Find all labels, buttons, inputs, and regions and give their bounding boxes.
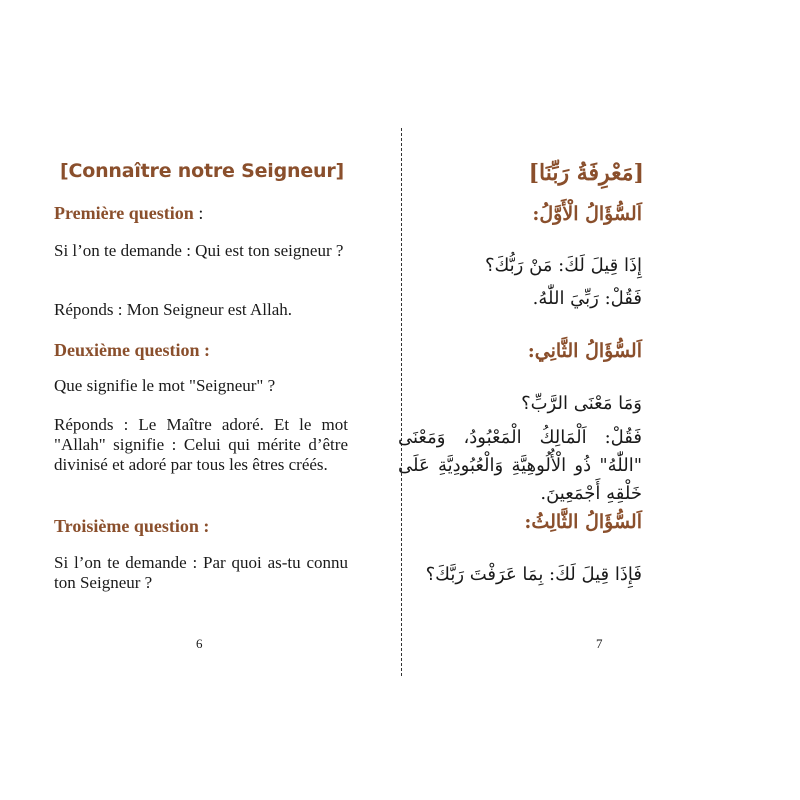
question-2-answer: Réponds : Le Maître adoré. Et le mot "Allah" signifie : Celui qui mérite d’être divinisé et adoré par tous les êtres créés.: [54, 415, 348, 474]
right-page: [398, 0, 800, 800]
question-3-heading: Troisième question :: [54, 516, 210, 536]
arabic-question-2-line-1: وَمَا مَعْنَى الرَّبِّ؟: [521, 393, 642, 414]
arabic-question-3-heading: اَلسُّؤَالُ الثَّالِثُ:: [524, 511, 642, 533]
page-number-right: 7: [596, 636, 603, 651]
question-1-colon: :: [193, 203, 204, 223]
arabic-question-1-line-1: إِذَا قِيلَ لَكَ: مَنْ رَبُّكَ؟: [484, 255, 642, 276]
question-2-text: Que signifie le mot "Seigneur" ?: [54, 376, 276, 395]
question-1-text: Si l’on te demande : Qui est ton seigneur ?: [54, 241, 344, 260]
arabic-question-2-answer: فَقُلْ: اَلْمَالِكُ الْمَعْبُودُ، وَمَعْنَى "اللّٰهُ" ذُو الْأُلُوهِيَّةِ وَالْعُبُودِيَّةِ عَلَى خَلْقِهِ أَجْمَعِينَ.: [398, 427, 642, 504]
arabic-question-3-line-1: فَإِذَا قِيلَ لَكَ: بِمَا عَرَفْتَ رَبَّكَ؟: [425, 564, 642, 585]
question-1-answer: Réponds : Mon Seigneur est Allah.: [54, 300, 292, 319]
arabic-question-1-line-2: فَقُلْ: رَبِّيَ اللّٰهُ.: [532, 288, 642, 309]
page-title-french: [Connaître notre Seigneur]: [59, 160, 345, 182]
arabic-question-2-heading: اَلسُّؤَالُ الثَّانِي:: [527, 340, 642, 362]
question-3-text: Si l’on te demande : Par quoi as-tu connu ton Seigneur ?: [54, 553, 348, 592]
arabic-question-1-heading: اَلسُّؤَالُ الْأَوَّلُ:: [532, 203, 642, 225]
question-2-heading: Deuxième question :: [54, 340, 210, 360]
page-title-arabic: [مَعْرِفَةُ رَبِّنَا]: [528, 160, 644, 186]
page-number-left: 6: [196, 636, 203, 651]
question-1-heading: [54, 203, 203, 224]
question-1-label: Première question: [54, 203, 194, 223]
